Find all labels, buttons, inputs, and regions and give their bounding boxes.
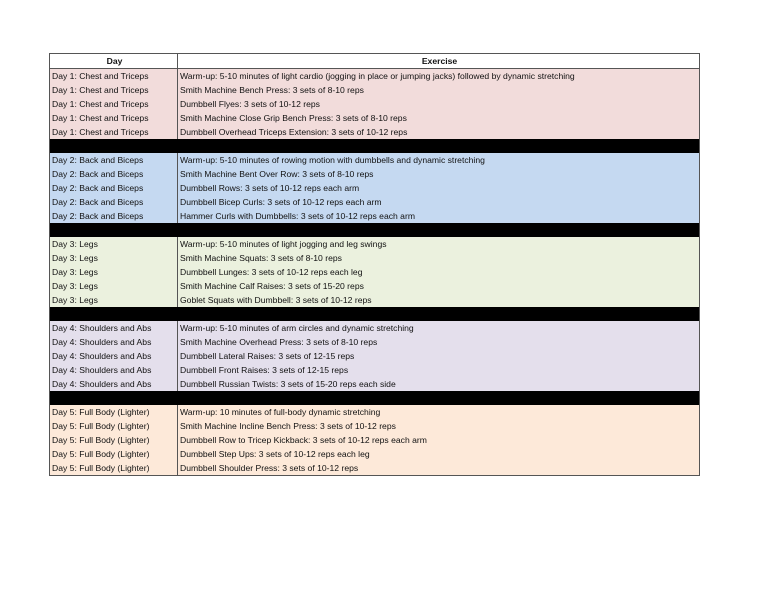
- exercise-column-header: Exercise: [421, 56, 458, 66]
- workout-table: [49, 53, 700, 476]
- day-cell: Day 2: Back and Biceps: [50, 167, 178, 181]
- table-row: [50, 195, 699, 209]
- day-cell: Day 1: Chest and Triceps: [50, 69, 178, 83]
- exercise-cell: Dumbbell Shoulder Press: 3 sets of 10-12 reps: [180, 463, 359, 473]
- day-cell: Day 3: Legs: [50, 251, 178, 265]
- day-cell: Day 4: Shoulders and Abs: [50, 349, 178, 363]
- exercise-cell: Dumbbell Flyes: 3 sets of 10-12 reps: [180, 99, 320, 109]
- table-row: [50, 405, 699, 419]
- table-row: [50, 167, 699, 181]
- table-row: [50, 363, 699, 377]
- table-body: [50, 69, 699, 475]
- exercise-cell: Smith Machine Close Grip Bench Press: 3 sets of 8-10 reps: [180, 113, 407, 123]
- day-cell: Day 1: Chest and Triceps: [50, 83, 178, 97]
- table-row: [50, 419, 699, 433]
- exercise-cell: Dumbbell Step Ups: 3 sets of 10-12 reps each leg: [180, 449, 370, 459]
- table-row: [50, 433, 699, 447]
- table-row: [50, 321, 699, 335]
- table-row: [50, 181, 699, 195]
- exercise-cell: Smith Machine Bench Press: 3 sets of 8-10 reps: [180, 85, 364, 95]
- table-row: [50, 153, 699, 167]
- day-cell: Day 4: Shoulders and Abs: [50, 321, 178, 335]
- day-cell: Day 5: Full Body (Lighter): [50, 461, 178, 475]
- table-row: [50, 265, 699, 279]
- day-cell: Day 4: Shoulders and Abs: [50, 335, 178, 349]
- day-cell: Day 5: Full Body (Lighter): [50, 419, 178, 433]
- exercise-cell: Goblet Squats with Dumbbell: 3 sets of 10-12 reps: [180, 295, 372, 305]
- day-column-header: Day: [50, 54, 178, 68]
- table-row: [50, 69, 699, 83]
- day-cell: Day 2: Back and Biceps: [50, 209, 178, 223]
- exercise-cell: Warm-up: 5-10 minutes of light cardio (jogging in place or jumping jacks) followed by dynamic stretching: [180, 71, 575, 81]
- exercise-cell: Warm-up: 10 minutes of full-body dynamic stretching: [180, 407, 381, 417]
- exercise-cell: Dumbbell Overhead Triceps Extension: 3 sets of 10-12 reps: [180, 127, 408, 137]
- group-separator: [50, 391, 699, 405]
- exercise-cell: Warm-up: 5-10 minutes of rowing motion with dumbbells and dynamic stretching: [180, 155, 485, 165]
- table-row: [50, 209, 699, 223]
- exercise-cell: Smith Machine Overhead Press: 3 sets of 8-10 reps: [180, 337, 378, 347]
- group-separator: [50, 139, 699, 153]
- exercise-cell: Dumbbell Lateral Raises: 3 sets of 12-15 reps: [180, 351, 355, 361]
- day-cell: Day 3: Legs: [50, 265, 178, 279]
- table-row: [50, 83, 699, 97]
- table-row: [50, 125, 699, 139]
- day-cell: Day 2: Back and Biceps: [50, 181, 178, 195]
- exercise-cell: Dumbbell Russian Twists: 3 sets of 15-20 reps each side: [180, 379, 396, 389]
- day-cell: Day 3: Legs: [50, 237, 178, 251]
- table-row: [50, 279, 699, 293]
- day-cell: Day 5: Full Body (Lighter): [50, 433, 178, 447]
- day-cell: Day 2: Back and Biceps: [50, 153, 178, 167]
- day-cell: Day 1: Chest and Triceps: [50, 97, 178, 111]
- table-row: [50, 335, 699, 349]
- table-row: [50, 97, 699, 111]
- group-separator: [50, 307, 699, 321]
- table-row: [50, 447, 699, 461]
- day-cell: Day 4: Shoulders and Abs: [50, 377, 178, 391]
- table-header-row: [50, 54, 699, 69]
- table-row: [50, 111, 699, 125]
- day-cell: Day 4: Shoulders and Abs: [50, 363, 178, 377]
- day-cell: Day 5: Full Body (Lighter): [50, 447, 178, 461]
- exercise-cell: Smith Machine Squats: 3 sets of 8-10 reps: [180, 253, 342, 263]
- exercise-cell: Dumbbell Lunges: 3 sets of 10-12 reps each leg: [180, 267, 363, 277]
- day-cell: Day 2: Back and Biceps: [50, 195, 178, 209]
- exercise-cell: Dumbbell Front Raises: 3 sets of 12-15 reps: [180, 365, 349, 375]
- table-row: [50, 251, 699, 265]
- day-cell: Day 1: Chest and Triceps: [50, 125, 178, 139]
- group-separator: [50, 223, 699, 237]
- exercise-cell: Dumbbell Bicep Curls: 3 sets of 10-12 reps each arm: [180, 197, 382, 207]
- exercise-cell: Dumbbell Rows: 3 sets of 10-12 reps each arm: [180, 183, 360, 193]
- day-cell: Day 5: Full Body (Lighter): [50, 405, 178, 419]
- exercise-cell: Warm-up: 5-10 minutes of arm circles and dynamic stretching: [180, 323, 414, 333]
- exercise-cell: Hammer Curls with Dumbbells: 3 sets of 10-12 reps each arm: [180, 211, 415, 221]
- table-row: [50, 349, 699, 363]
- table-row: [50, 293, 699, 307]
- exercise-cell: Smith Machine Bent Over Row: 3 sets of 8-10 reps: [180, 169, 374, 179]
- day-cell: Day 3: Legs: [50, 279, 178, 293]
- exercise-cell: Smith Machine Incline Bench Press: 3 sets of 10-12 reps: [180, 421, 396, 431]
- exercise-cell: Warm-up: 5-10 minutes of light jogging and leg swings: [180, 239, 387, 249]
- table-row: [50, 377, 699, 391]
- exercise-cell: Smith Machine Calf Raises: 3 sets of 15-20 reps: [180, 281, 364, 291]
- table-row: [50, 237, 699, 251]
- table-row: [50, 461, 699, 475]
- day-cell: Day 1: Chest and Triceps: [50, 111, 178, 125]
- day-cell: Day 3: Legs: [50, 293, 178, 307]
- exercise-cell: Dumbbell Row to Tricep Kickback: 3 sets of 10-12 reps each arm: [180, 435, 427, 445]
